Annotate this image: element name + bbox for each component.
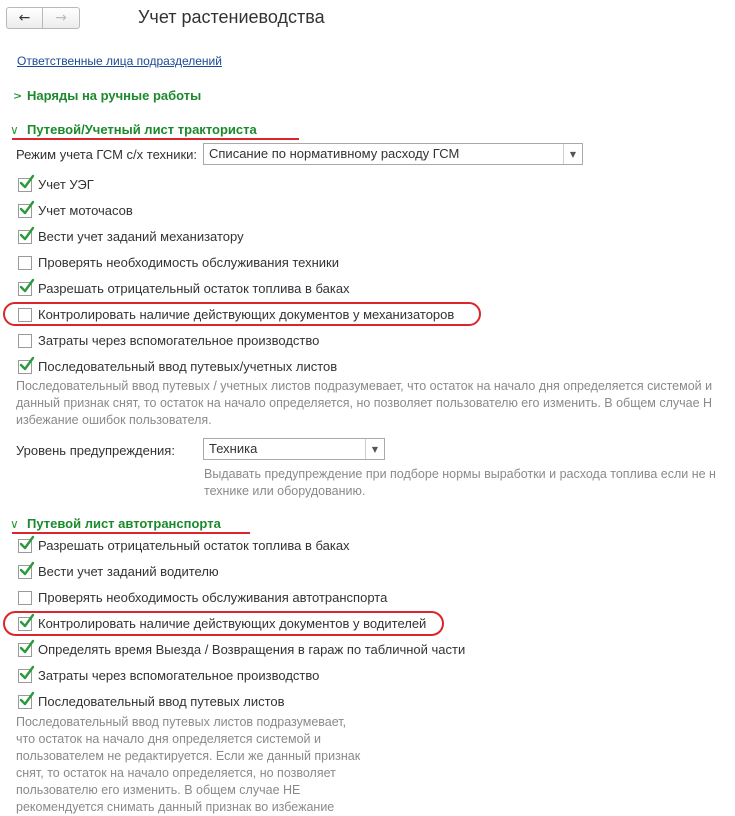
checkbox-label: Последовательный ввод путевых листов: [38, 694, 285, 709]
chevron-right-icon: ∨: [10, 91, 24, 100]
hint-line: технике или оборудованию.: [204, 484, 366, 498]
navigation-buttons: [6, 7, 80, 29]
checkbox-row[interactable]: [18, 177, 94, 192]
checkbox-label: Учет УЭГ: [38, 177, 94, 192]
checkbox-unchecked[interactable]: [18, 334, 32, 348]
checkbox-label: Проверять необходимость обслуживания автотранспорта: [38, 590, 388, 605]
chevron-down-icon: ∨: [10, 516, 19, 531]
checkbox-checked[interactable]: [18, 565, 32, 579]
checkmark-icon: [19, 201, 34, 216]
hint-line: пользователю его изменить. В общем случае НЕ: [16, 783, 301, 797]
hint-line: Выдавать предупреждение при подборе нормы выработки и расхода топлива если не н: [204, 467, 716, 481]
checkmark-icon: [19, 614, 34, 629]
forward-arrow-icon[interactable]: →: [55, 10, 67, 26]
fuel-mode-value: Списание по нормативному расходу ГСМ: [209, 146, 460, 161]
checkbox-checked[interactable]: [18, 282, 32, 296]
checkbox-row[interactable]: [18, 307, 454, 322]
warning-level-label: Уровень предупреждения:: [16, 443, 175, 458]
red-underline-annotation: [12, 532, 250, 534]
tractor-hint: [16, 378, 712, 429]
checkbox-checked[interactable]: [18, 539, 32, 553]
warning-level-select[interactable]: [203, 438, 385, 460]
fuel-mode-select[interactable]: [203, 143, 583, 165]
dropdown-button[interactable]: [365, 439, 384, 459]
checkmark-icon: [19, 357, 34, 372]
hint-line: Последовательный ввод путевых листов подразумевает,: [16, 715, 347, 729]
top-bar: [0, 0, 735, 38]
checkbox-row[interactable]: [18, 668, 319, 683]
responsible-persons-link[interactable]: Ответственные лица подразделений: [17, 54, 222, 68]
checkbox-row[interactable]: [18, 564, 219, 579]
auto-hint: [16, 714, 360, 816]
tractor-group-header[interactable]: [10, 122, 257, 137]
hint-line: данный признак снят, то остаток на начало определяется, но позволяет пользователю его изменить. В общем случае Н: [16, 396, 713, 410]
hint-line: рекомендуется снимать данный признак во избежание: [16, 800, 335, 814]
hint-line: избежание ошибок пользователя.: [16, 413, 212, 427]
checkbox-row[interactable]: [18, 642, 465, 657]
checkbox-unchecked[interactable]: [18, 591, 32, 605]
page-title: Учет растениеводства: [138, 7, 325, 27]
checkbox-checked[interactable]: [18, 669, 32, 683]
checkbox-label: Вести учет заданий водителю: [38, 564, 219, 579]
fuel-mode-label: Режим учета ГСМ с/х техники:: [16, 147, 198, 162]
checkmark-icon: [19, 562, 34, 577]
checkbox-checked[interactable]: [18, 695, 32, 709]
checkbox-row[interactable]: [18, 229, 244, 244]
checkbox-row[interactable]: [18, 538, 350, 553]
checkbox-label: Вести учет заданий механизатору: [38, 229, 244, 244]
checkmark-icon: [19, 227, 34, 242]
auto-group-header[interactable]: [10, 516, 221, 531]
hint-line: пользователем не редактируется. Если же данный признак: [16, 749, 361, 763]
back-arrow-icon[interactable]: ←: [7, 8, 43, 28]
checkbox-row[interactable]: [18, 333, 319, 348]
checkbox-row[interactable]: [18, 255, 339, 270]
checkbox-label: Разрешать отрицательный остаток топлива в баках: [38, 281, 350, 296]
checkbox-label: Определять время Выезда / Возвращения в гараж по табличной части: [38, 642, 466, 657]
checkbox-unchecked[interactable]: [18, 308, 32, 322]
checkbox-checked[interactable]: [18, 178, 32, 192]
warning-level-value: Техника: [209, 441, 258, 456]
dropdown-button[interactable]: [563, 144, 582, 164]
auto-group-label: Путевой лист автотранспорта: [27, 516, 221, 531]
checkmark-icon: [19, 640, 34, 655]
red-underline-annotation: [12, 138, 299, 140]
checkbox-row[interactable]: [18, 281, 350, 296]
warning-hint: [204, 466, 716, 500]
checkbox-label: Контролировать наличие действующих документов у механизаторов: [38, 307, 455, 322]
checkbox-row[interactable]: [18, 616, 426, 631]
checkmark-icon: [19, 279, 34, 294]
checkbox-checked[interactable]: [18, 643, 32, 657]
checkbox-label: Проверять необходимость обслуживания техники: [38, 255, 340, 270]
checkbox-row[interactable]: [18, 203, 133, 218]
checkbox-row[interactable]: [18, 359, 337, 374]
hint-line: что остаток на начало дня определяется системой и: [16, 732, 321, 746]
checkbox-checked[interactable]: [18, 617, 32, 631]
checkbox-row[interactable]: [18, 694, 285, 709]
checkbox-label: Учет моточасов: [38, 203, 133, 218]
chevron-down-icon: ▼: [371, 444, 379, 454]
checkbox-checked[interactable]: [18, 230, 32, 244]
checkbox-checked[interactable]: [18, 204, 32, 218]
checkmark-icon: [19, 666, 34, 681]
checkbox-checked[interactable]: [18, 360, 32, 374]
checkbox-label: Разрешать отрицательный остаток топлива в баках: [38, 538, 350, 553]
hint-line: снят, то остаток на начало определяется, но позволяет: [16, 766, 336, 780]
checkbox-unchecked[interactable]: [18, 256, 32, 270]
checkmark-icon: [19, 536, 34, 551]
checkbox-label: Контролировать наличие действующих документов у водителей: [38, 616, 427, 631]
checkmark-icon: [19, 692, 34, 707]
chevron-down-icon: ▼: [569, 149, 577, 159]
tractor-group-label: Путевой/Учетный лист тракториста: [27, 122, 257, 137]
checkbox-label: Последовательный ввод путевых/учетных листов: [38, 359, 338, 374]
checkbox-label: Затраты через вспомогательное производство: [38, 333, 320, 348]
manual-work-group-header[interactable]: [10, 88, 201, 103]
manual-work-group-label: Наряды на ручные работы: [27, 88, 202, 103]
checkbox-row[interactable]: [18, 590, 387, 605]
checkbox-label: Затраты через вспомогательное производство: [38, 668, 320, 683]
chevron-down-icon: ∨: [10, 122, 19, 137]
checkmark-icon: [19, 175, 34, 190]
hint-line: Последовательный ввод путевых / учетных листов подразумевает, что остаток на начало дня определяется системой и: [16, 379, 713, 393]
